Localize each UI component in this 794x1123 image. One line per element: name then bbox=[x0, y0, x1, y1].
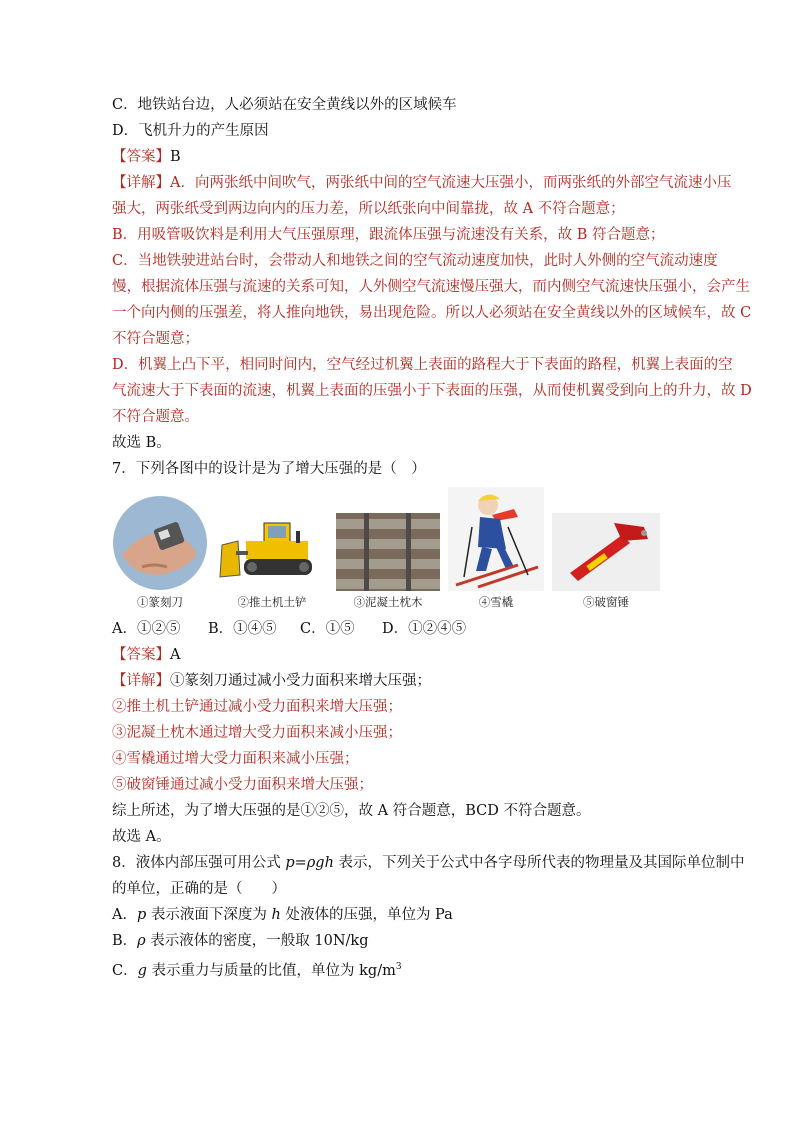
option-text: 处液体的压强，单位为 Pa bbox=[280, 907, 453, 923]
q7-answer bbox=[112, 642, 698, 668]
figure-window-hammer bbox=[552, 513, 660, 610]
detail-tag: 【详解】 bbox=[112, 673, 170, 689]
q7-options bbox=[112, 616, 698, 642]
option-text: 表示液体的密度，一般取 10N/kg bbox=[145, 933, 369, 949]
figure-bulldozer bbox=[216, 511, 328, 610]
q6-detail-a2: 强大，两张纸受到两边向内的压力差，所以纸张向中间靠拢，故 A 不符合题意； bbox=[112, 201, 625, 217]
q6-option-d: D．飞机升力的产生原因 bbox=[112, 123, 269, 139]
q7-detail-4: ④雪橇通过增大受力面积来减小压强； bbox=[112, 751, 359, 767]
q6-choose: 故选 B。 bbox=[112, 435, 171, 451]
answer-value: B bbox=[170, 149, 181, 165]
q7-image-row bbox=[112, 492, 698, 610]
q7-detail-3: ③泥凝土枕木通过增大受力面积来减小压强； bbox=[112, 725, 402, 741]
symbol-g: g bbox=[137, 962, 147, 979]
q6-detail-a1 bbox=[112, 170, 732, 196]
q7-summary: 综上所述，为了增大压强的是①②⑤，故 A 符合题意，BCD 不符合题意。 bbox=[112, 803, 591, 819]
q8-option-a bbox=[112, 902, 698, 928]
q6-answer bbox=[112, 144, 698, 170]
q8-option-b bbox=[112, 928, 698, 954]
formula: p=ρgh bbox=[285, 855, 334, 871]
q7-choose: 故选 A。 bbox=[112, 829, 171, 845]
caption: ⑤破窗锤 bbox=[583, 595, 629, 609]
q8-stem-2: 的单位，正确的是（ ） bbox=[112, 881, 286, 897]
stem-text: 表示，下列关于公式中各字母所代表的物理量及其国际单位制中 bbox=[333, 855, 745, 871]
option-text: 表示液面下深度为 bbox=[146, 907, 272, 923]
q6-detail-b: B．用吸管吸饮料是利用大气压强原理，跟流体压强与流速没有关系，故 B 符合题意； bbox=[112, 227, 665, 243]
option-label: C． bbox=[112, 962, 138, 979]
q6-detail-c3: 一个向内侧的压强差，将人推向地铁，易出现危险。所以人必须站在安全黄线以外的区域候车，故 C bbox=[112, 305, 752, 321]
q6-detail-d2: 气流速大于下表面的流速，机翼上表面的压强小于下表面的压强，从而使机翼受到向上的升力，故 D bbox=[112, 383, 752, 399]
railway-sleepers-image bbox=[336, 513, 440, 591]
q6-detail-d1: D．机翼上凸下平，相同时间内，空气经过机翼上表面的路程大于下表面的路程，机翼上表面的空 bbox=[112, 357, 733, 373]
figure-seal-knife bbox=[112, 495, 208, 610]
window-hammer-image bbox=[552, 513, 660, 591]
q6-detail-c1: C．当地铁驶进站台时，会带动人和地铁之间的空气流动速度加快，此时人外侧的空气流动速度 bbox=[112, 253, 718, 269]
q8-option-c bbox=[112, 954, 698, 980]
caption: ③泥凝土枕木 bbox=[353, 595, 423, 609]
skier-image bbox=[448, 487, 544, 591]
detail-tag: 【详解】 bbox=[112, 175, 170, 191]
q6-option-c: C．地铁站台边，人必须站在安全黄线以外的区域候车 bbox=[112, 97, 457, 113]
figure-sleepers bbox=[336, 513, 440, 610]
q6-detail-d3: 不符合题意。 bbox=[112, 409, 199, 425]
detail-text: A．向两张纸中间吹气，两张纸中间的空气流速大压强小，而两张纸的外部空气流速小压 bbox=[170, 175, 732, 191]
bulldozer-image bbox=[216, 511, 328, 591]
option-text: 表示重力与质量的比值，单位为 kg/m bbox=[146, 962, 396, 979]
answer-tag: 【答案】 bbox=[112, 647, 170, 663]
answer-value: A bbox=[170, 647, 181, 663]
symbol-h: h bbox=[271, 907, 281, 923]
caption: ②推土机土铲 bbox=[237, 595, 307, 609]
option-label: B． bbox=[112, 933, 138, 949]
option-label: A． bbox=[112, 907, 137, 923]
answer-tag: 【答案】 bbox=[112, 149, 170, 165]
q7-stem: 7．下列各图中的设计是为了增大压强的是（ ） bbox=[112, 461, 426, 477]
q6-detail-c4: 不符合题意； bbox=[112, 331, 199, 347]
q7-detail-5: ⑤破窗锤通过减小受力面积来增大压强； bbox=[112, 777, 373, 793]
stem-text: 8．液体内部压强可用公式 bbox=[112, 855, 286, 871]
figure-skis bbox=[448, 487, 544, 610]
q7-option-d: D．①②④⑤ bbox=[382, 621, 467, 637]
superscript: 3 bbox=[395, 962, 402, 972]
q7-option-c: C．①⑤ bbox=[300, 621, 355, 637]
q8-stem-1 bbox=[112, 850, 745, 876]
caption: ①篆刻刀 bbox=[137, 595, 183, 609]
detail-text: ①篆刻刀通过减小受力面积来增大压强； bbox=[170, 673, 431, 689]
q7-option-a: A．①②⑤ bbox=[112, 621, 181, 637]
caption: ④雪橇 bbox=[478, 595, 514, 609]
seal-knife-image bbox=[112, 495, 208, 591]
symbol-rho: ρ bbox=[137, 933, 146, 949]
page-content bbox=[112, 92, 752, 980]
q6-detail-c2: 慢，根据流体压强与流速的关系可知，人外侧空气流速慢压强大，而内侧空气流速快压强小，会产生 bbox=[112, 279, 750, 295]
q7-detail-1 bbox=[112, 668, 698, 694]
symbol-p: p bbox=[136, 907, 147, 923]
q7-option-b: B．①④⑤ bbox=[208, 621, 277, 637]
q7-detail-2: ②推土机土铲通过减小受力面积来增大压强； bbox=[112, 699, 402, 715]
